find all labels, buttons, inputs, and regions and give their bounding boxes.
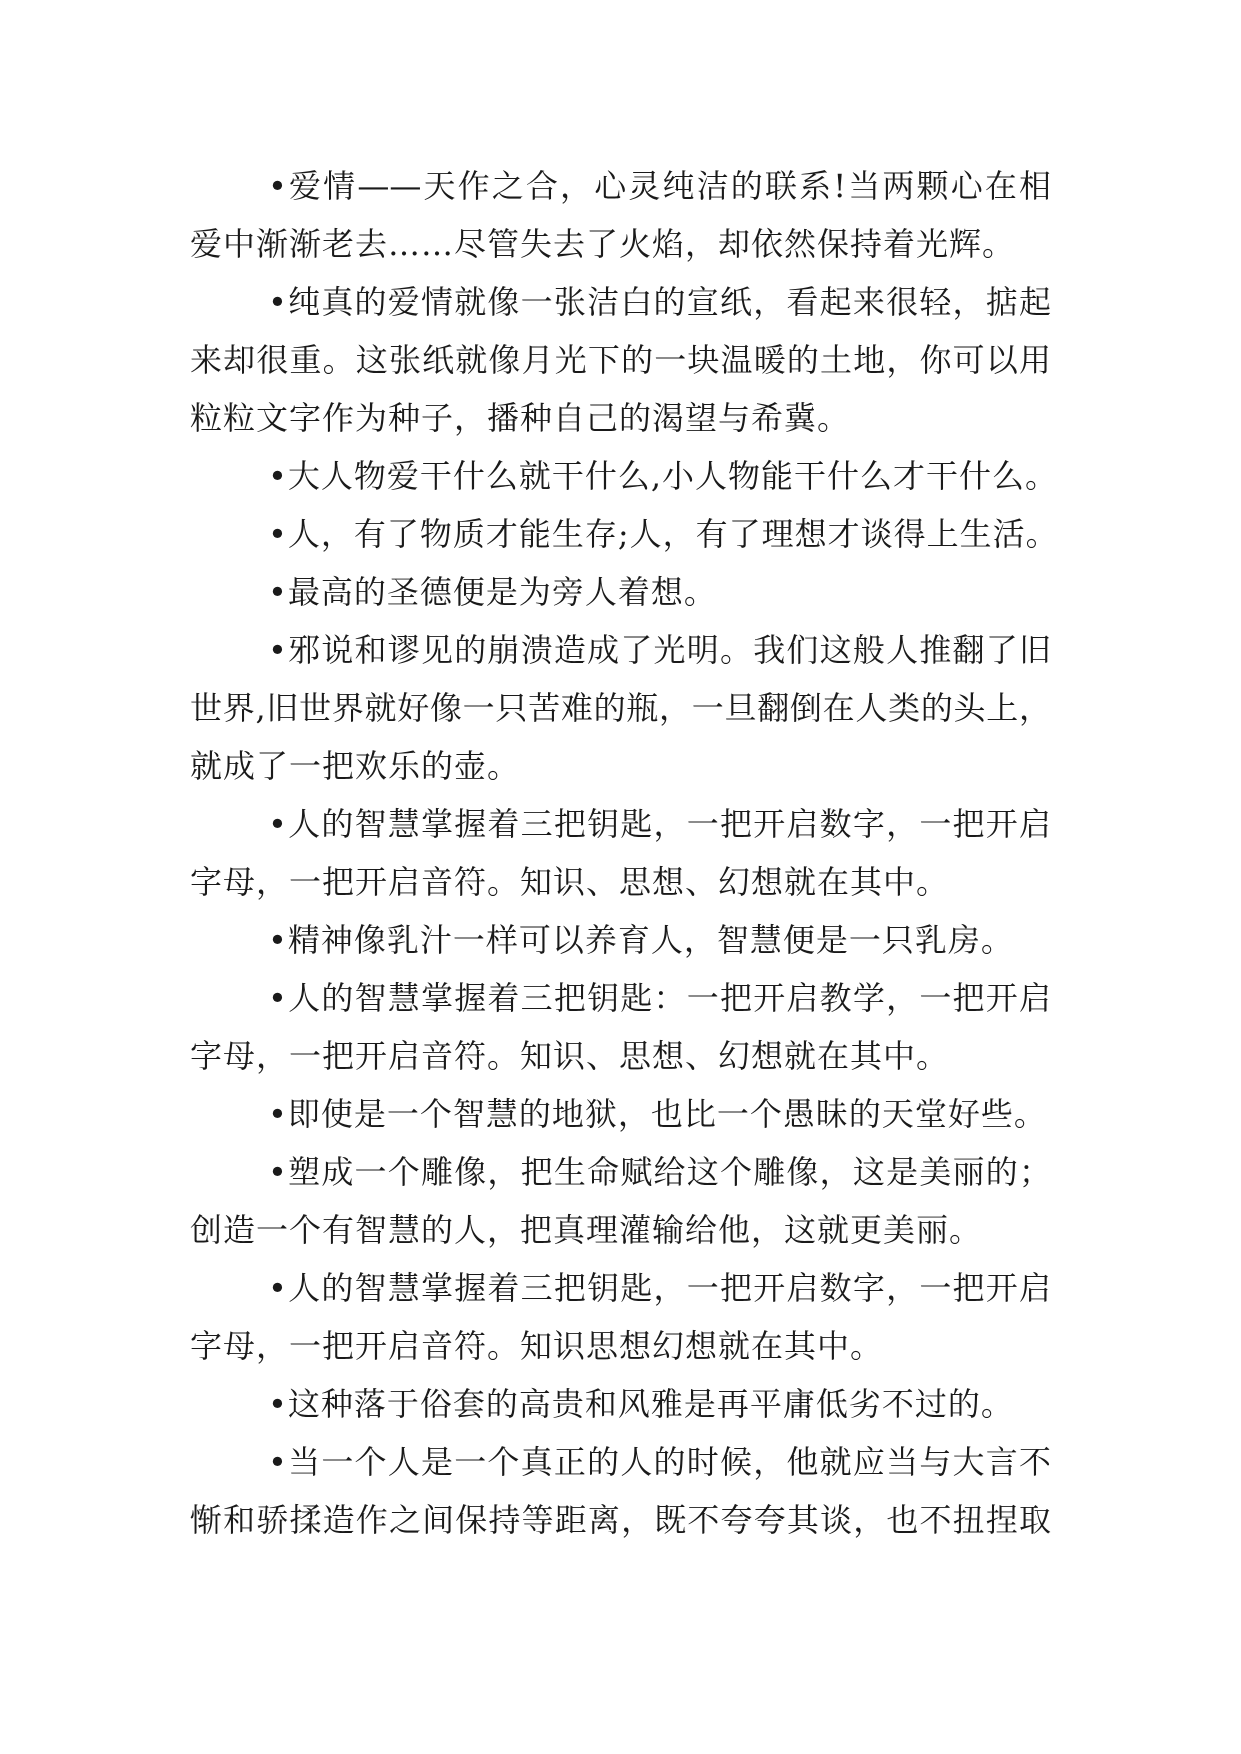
text-line: •这种落于俗套的高贵和风雅是再平庸低劣不过的。	[268, 1385, 1014, 1423]
paragraph	[190, 911, 1051, 969]
paragraph	[190, 621, 1051, 795]
text-line: •人的智慧掌握着三把钥匙，一把开启数字，一把开启	[268, 1269, 1051, 1307]
paragraph	[190, 505, 1059, 563]
text-line: •邪说和谬见的崩溃造成了光明。我们这般人推翻了旧	[268, 631, 1051, 669]
text-line: 粒粒文字作为种子，播种自己的渴望与希冀。	[190, 399, 851, 437]
paragraph	[190, 1259, 1051, 1375]
text-line: 来却很重。这张纸就像月光下的一块温暖的土地，你可以用	[190, 341, 1051, 379]
text-line: •精神像乳汁一样可以养育人，智慧便是一只乳房。	[268, 921, 1014, 959]
text-line: 字母，一把开启音符。知识、思想、幻想就在其中。	[190, 1037, 950, 1075]
text-line: •即使是一个智慧的地狱，也比一个愚昧的天堂好些。	[268, 1095, 1047, 1133]
paragraph	[190, 1085, 1051, 1143]
text-line: 爱中渐渐老去……尽管失去了火焰，却依然保持着光辉。	[190, 225, 1016, 263]
text-line: •当一个人是一个真正的人的时候，他就应当与大言不	[268, 1443, 1051, 1481]
text-line: •纯真的爱情就像一张洁白的宣纸，看起来很轻，掂起	[268, 283, 1051, 321]
text-line: •塑成一个雕像，把生命赋给这个雕像，这是美丽的；	[268, 1153, 1051, 1191]
text-line: 字母，一把开启音符。知识、思想、幻想就在其中。	[190, 863, 950, 901]
text-line: •人的智慧掌握着三把钥匙，一把开启数字，一把开启	[268, 805, 1051, 843]
text-line: 惭和骄揉造作之间保持等距离，既不夸夸其谈，也不扭捏取	[190, 1501, 1051, 1539]
text-line: •爱情——天作之合，心灵纯洁的联系!当两颗心在相	[268, 167, 1051, 205]
text-line: 世界,旧世界就好像一只苦难的瓶，一旦翻倒在人类的头上，	[190, 689, 1051, 727]
text-line: •最高的圣德便是为旁人着想。	[268, 573, 717, 611]
paragraph	[190, 447, 1059, 505]
text-line: •大人物爱干什么就干什么,小人物能干什么才干什么。	[268, 457, 1059, 495]
text-line: 创造一个有智慧的人，把真理灌输给他，这就更美丽。	[190, 1211, 983, 1249]
paragraph	[190, 1433, 1051, 1549]
text-line: 字母，一把开启音符。知识思想幻想就在其中。	[190, 1327, 884, 1365]
paragraph	[190, 157, 1051, 273]
text-line: •人，有了物质才能生存;人，有了理想才谈得上生活。	[268, 515, 1059, 553]
paragraph	[190, 969, 1051, 1085]
text-line: 就成了一把欢乐的壶。	[190, 747, 521, 785]
paragraph	[190, 1375, 1051, 1433]
document-body	[190, 157, 1059, 1549]
paragraph	[190, 795, 1051, 911]
paragraph	[190, 273, 1051, 447]
text-line: •人的智慧掌握着三把钥匙：一把开启教学，一把开启	[268, 979, 1051, 1017]
paragraph	[190, 563, 1051, 621]
paragraph	[190, 1143, 1051, 1259]
